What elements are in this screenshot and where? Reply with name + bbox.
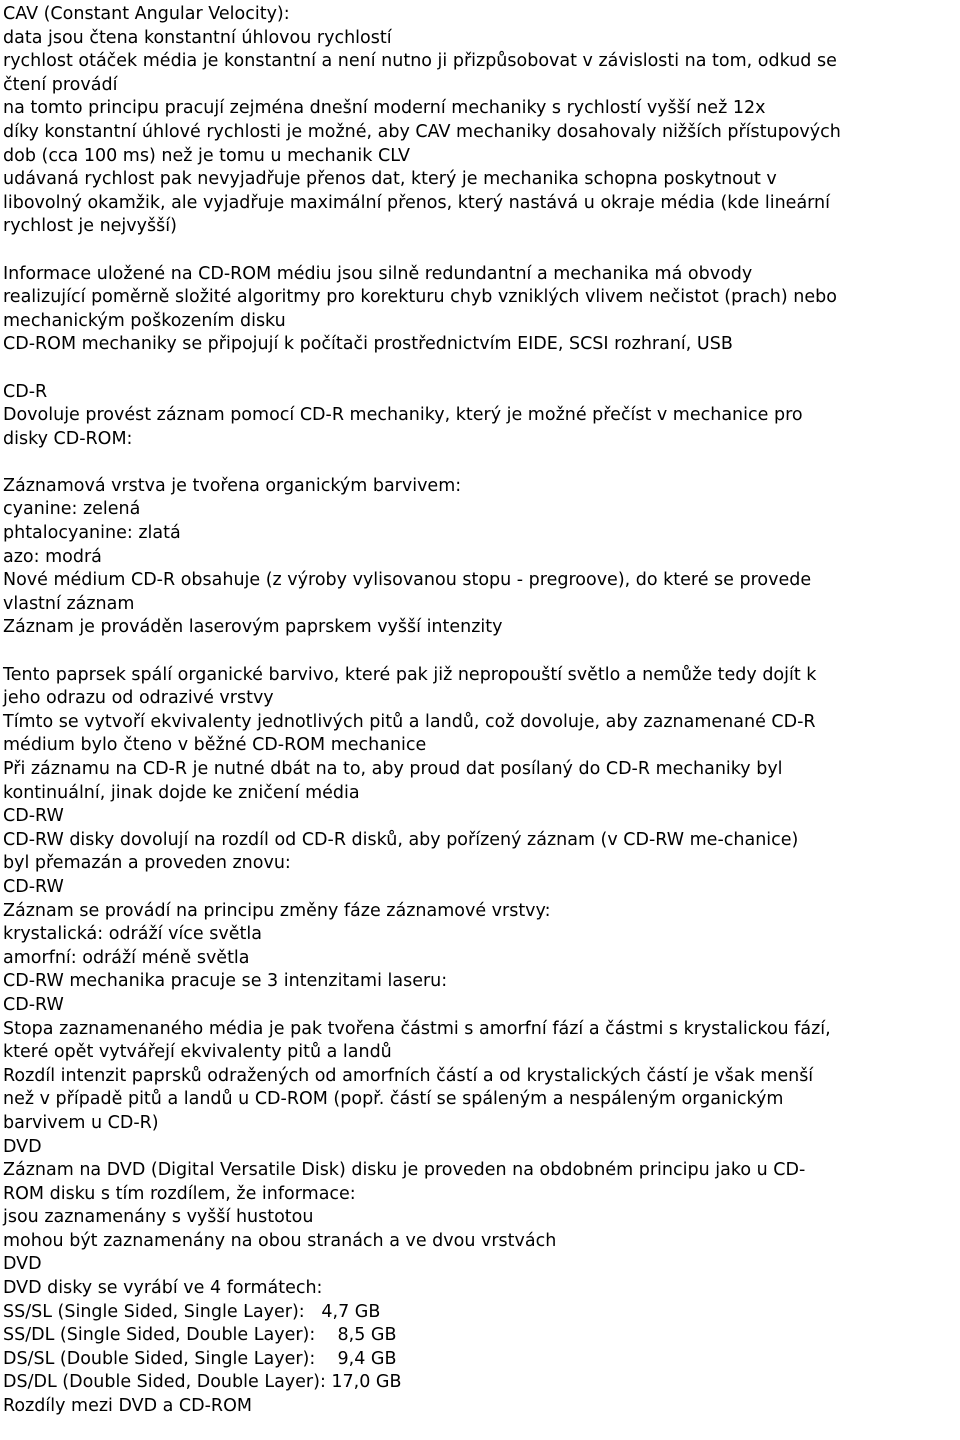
text-line: Rozdíl intenzit paprsků odražených od amorfních částí a od krystalických částí je však menší	[3, 1065, 814, 1086]
text-line: kontinuální, jinak dojde ke zničení média	[3, 782, 360, 803]
text-line: mechanickým poškozením disku	[3, 310, 286, 331]
blank-line	[3, 451, 960, 475]
text-line: rychlost otáček média je konstantní a není nutno ji přizpůsobovat v závislosti na tom, odkud se	[3, 51, 837, 72]
text-line: Nové médium CD-R obsahuje (z výroby vylisovanou stopu - pregroove), do které se provede	[3, 570, 812, 591]
text-line: dob (cca 100 ms) než je tomu u mechanik CLV	[3, 145, 411, 166]
text-line: CD-RW mechanika pracuje se 3 intenzitami laseru:	[3, 971, 448, 992]
text-line: mohou být zaznamenány na obou stranách a ve dvou vrstvách	[3, 1230, 557, 1251]
text-line: rychlost je nejvyšší)	[3, 216, 177, 237]
text-line: DVD disky se vyrábí ve 4 formátech:	[3, 1278, 323, 1299]
text-line: SS/SL (Single Sided, Single Layer): 4,7 GB	[3, 1301, 381, 1322]
text-line: Záznam se provádí na principu změny fáze záznamové vrstvy:	[3, 900, 551, 921]
text-line: Rozdíly mezi DVD a CD-ROM	[3, 1396, 252, 1417]
text-line: Záznamová vrstva je tvořena organickým barvivem:	[3, 475, 462, 496]
text-line: než v případě pitů a landů u CD-ROM (popř. částí se spáleným a nespáleným organickým	[3, 1089, 784, 1110]
text-line: CD-ROM mechaniky se připojují k počítači prostřednictvím EIDE, SCSI rozhraní, USB	[3, 334, 733, 355]
text-line: SS/DL (Single Sided, Double Layer): 8,5 GB	[3, 1325, 397, 1346]
text-line: Informace uložené na CD-ROM médiu jsou silně redundantní a mechanika má obvody	[3, 263, 753, 284]
text-line: jeho odrazu od odrazivé vrstvy	[3, 688, 274, 709]
blank-line	[3, 239, 960, 263]
text-line: amorfní: odráží méně světla	[3, 947, 250, 968]
text-line: díky konstantní úhlové rychlosti je možné, aby CAV mechaniky dosahovaly nižších přístupových	[3, 121, 841, 142]
text-line: Dovoluje provést záznam pomocí CD-R mechaniky, který je možné přečíst v mechanice pro	[3, 405, 803, 426]
text-line: CD-RW	[3, 994, 64, 1015]
text-line: čtení provádí	[3, 74, 118, 95]
text-line: realizující poměrně složité algoritmy pro korekturu chyb vzniklých vlivem nečistot (prach) nebo	[3, 287, 837, 308]
text-line: DVD	[3, 1254, 42, 1275]
text-line: udávaná rychlost pak nevyjadřuje přenos dat, který je mechanika schopna poskytnout v	[3, 169, 777, 190]
text-line: Při záznamu na CD-R je nutné dbát na to, aby proud dat posílaný do CD-R mechaniky byl	[3, 759, 783, 779]
text-line: CD-RW	[3, 806, 64, 827]
text-line: CD-RW disky dovolují na rozdíl od CD-R disků, aby pořízený záznam (v CD-RW me-chanice)	[3, 829, 799, 850]
text-line: libovolný okamžik, ale vyjadřuje maximální přenos, který nastává u okraje média (kde lineární	[3, 192, 831, 213]
text-line: vlastní záznam	[3, 593, 135, 614]
text-line: Stopa zaznamenaného média je pak tvořena částmi s amorfní fází a částmi s krystalickou fází,	[3, 1018, 831, 1039]
blank-line	[3, 640, 960, 664]
text-line: azo: modrá	[3, 546, 102, 567]
text-line: DVD	[3, 1136, 42, 1157]
text-line: Záznam na DVD (Digital Versatile Disk) disku je proveden na obdobném principu jako u CD-	[3, 1160, 806, 1181]
text-line: phtalocyanine: zlatá	[3, 523, 181, 544]
text-line: cyanine: zelená	[3, 499, 141, 520]
text-line: Záznam je prováděn laserovým paprskem vyšší intenzity	[3, 617, 503, 638]
text-line: byl přemazán a proveden znovu:	[3, 853, 291, 874]
text-line: CD-R	[3, 381, 48, 402]
text-line: na tomto principu pracují zejména dnešní moderní mechaniky s rychlostí vyšší než 12x	[3, 98, 766, 119]
text-line: které opět vytvářejí ekvivalenty pitů a landů	[3, 1042, 392, 1063]
blank-line	[3, 357, 960, 381]
text-line: data jsou čtena konstantní úhlovou rychlostí	[3, 27, 392, 48]
text-line: krystalická: odráží více světla	[3, 924, 262, 945]
text-line: Tímto se vytvoří ekvivalenty jednotlivých pitů a landů, což dovoluje, aby zaznamenané CD-R	[3, 711, 816, 732]
text-line: disky CD-ROM:	[3, 428, 133, 449]
text-line: DS/SL (Double Sided, Single Layer): 9,4 GB	[3, 1348, 397, 1369]
text-line: CAV (Constant Angular Velocity):	[3, 4, 290, 24]
text-line: jsou zaznamenány s vyšší hustotou	[3, 1207, 314, 1228]
text-line: ROM disku s tím rozdílem, že informace:	[3, 1183, 356, 1204]
text-line: Tento paprsek spálí organické barvivo, které pak již nepropouští světlo a nemůže tedy dojít k	[3, 664, 817, 685]
text-line: barvivem u CD-R)	[3, 1112, 159, 1133]
text-line: CD-RW	[3, 876, 64, 897]
text-line: DS/DL (Double Sided, Double Layer): 17,0 GB	[3, 1372, 402, 1393]
text-line: médium bylo čteno v běžné CD-ROM mechanice	[3, 735, 427, 756]
